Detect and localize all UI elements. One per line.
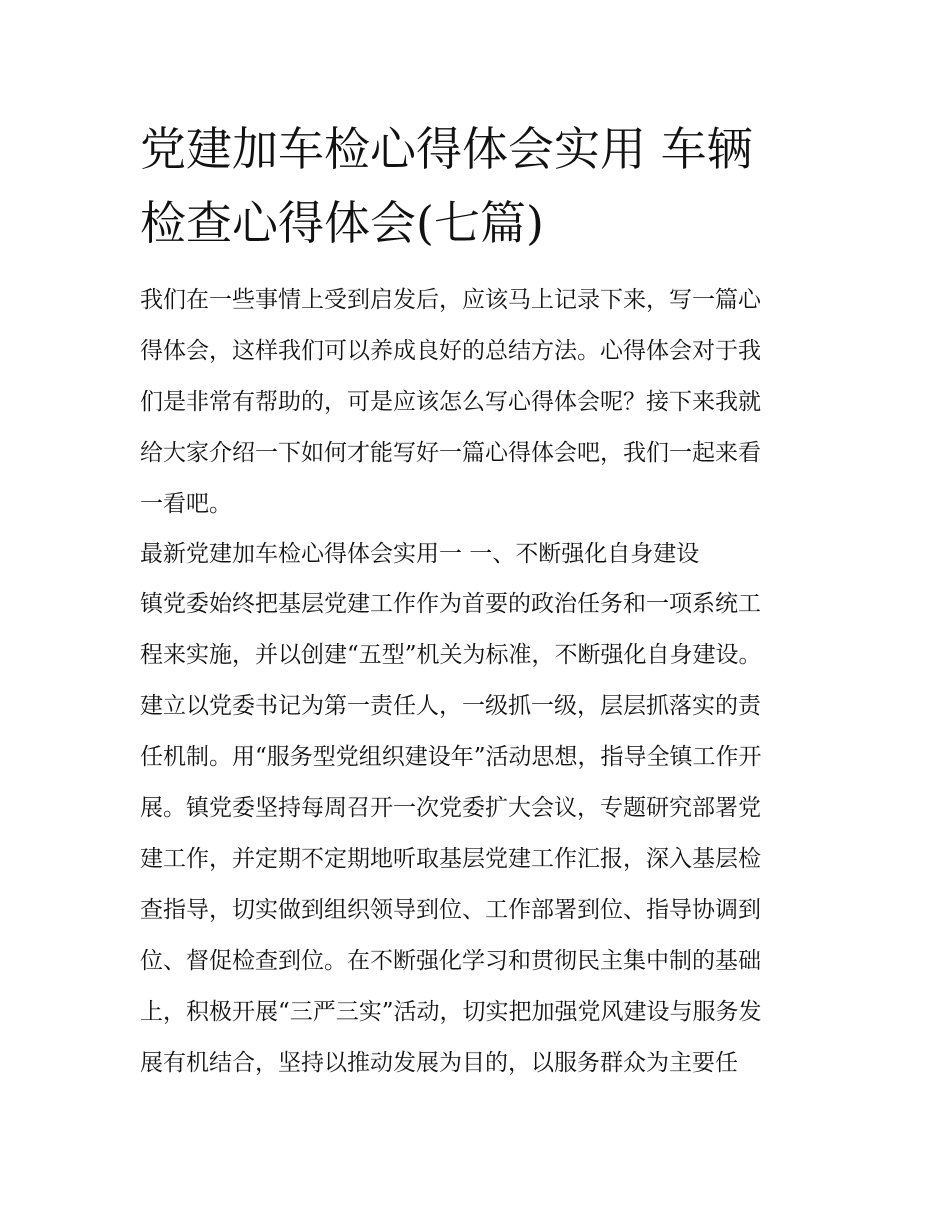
title-line-2: 检查心得体会(七篇) xyxy=(140,196,544,250)
title-line-1: 党建加车检心得体会实用 车辆 xyxy=(140,122,753,176)
body-line: 任机制。用“服务型党组织建设年”活动思想，指导全镇工作开 xyxy=(140,744,762,770)
body-line: 查指导，切实做到组织领导到位、工作部署到位、指导协调到 xyxy=(140,897,761,923)
body-line: 一看吧。 xyxy=(140,491,232,517)
body-line: 们是非常有帮助的，可是应该怎么写心得体会呢？接下来我就 xyxy=(140,389,761,415)
body-line: 我们在一些事情上受到启发后，应该马上记录下来，写一篇心 xyxy=(140,287,761,313)
body-line: 展。镇党委坚持每周召开一次党委扩大会议，专题研究部署党 xyxy=(140,795,761,821)
body-line: 建立以党委书记为第一责任人，一级抓一级，层层抓落实的责 xyxy=(140,693,761,719)
section-heading: 最新党建加车检心得体会实用一 一、不断强化自身建设 xyxy=(140,541,700,567)
body-line: 镇党委始终把基层党建工作作为首要的政治任务和一项系统工 xyxy=(140,591,761,617)
body-line: 展有机结合，坚持以推动发展为目的，以服务群众为主要任 xyxy=(140,1050,738,1076)
body-line: 上，积极开展“三严三实”活动，切实把加强党风建设与服务发 xyxy=(140,999,762,1025)
body-line: 程来实施，并以创建“五型”机关为标准，不断强化自身建设。 xyxy=(140,642,762,668)
body-line: 得体会，这样我们可以养成良好的总结方法。心得体会对于我 xyxy=(140,338,761,364)
body-line: 给大家介绍一下如何才能写好一篇心得体会吧，我们一起来看 xyxy=(140,440,761,466)
body-line: 位、督促检查到位。在不断强化学习和贯彻民主集中制的基础 xyxy=(140,948,761,974)
document-title xyxy=(140,112,820,260)
body-line: 建工作，并定期不定期地听取基层党建工作汇报，深入基层检 xyxy=(140,846,761,872)
